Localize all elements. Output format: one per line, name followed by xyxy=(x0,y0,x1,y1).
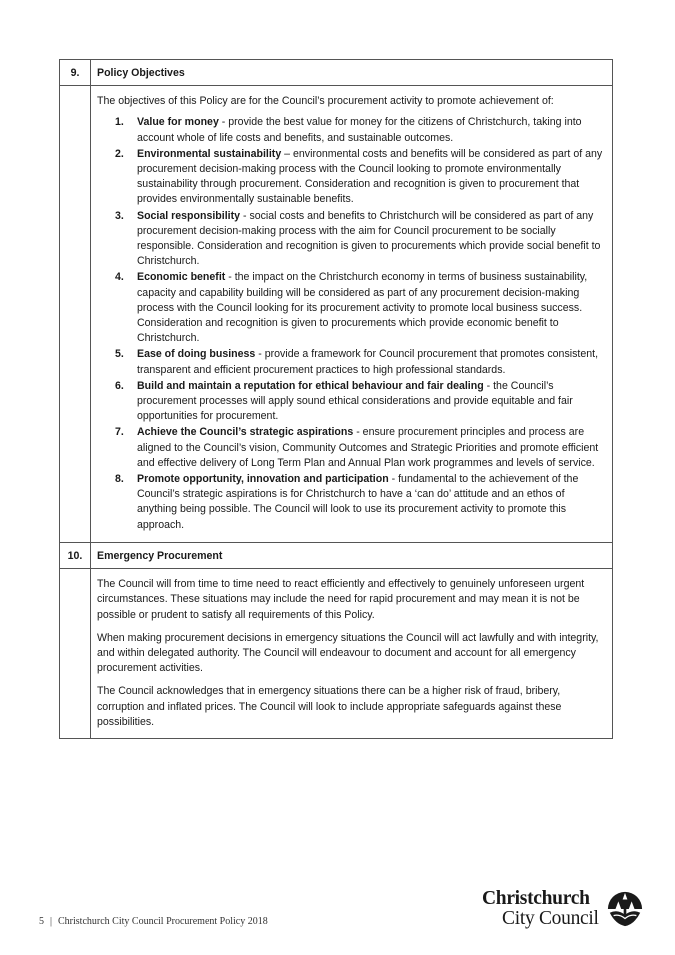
empty-number-cell xyxy=(60,86,91,543)
cathedral-emblem-icon xyxy=(606,890,644,928)
list-item xyxy=(115,270,606,346)
list-item-number: 8. xyxy=(115,473,124,486)
list-item xyxy=(115,147,606,208)
paragraph: When making procurement decisions in emergency situations the Council will act lawfully and with integrity, and within delegated authority. The Council will endeavour to document and account for all emergency procurement activities. xyxy=(97,631,599,675)
list-item-number: 2. xyxy=(115,147,124,160)
list-item-number: 4. xyxy=(115,271,124,284)
list-item xyxy=(115,425,606,471)
list-item-number: 3. xyxy=(115,209,124,222)
list-item xyxy=(115,472,606,533)
section-body xyxy=(91,86,613,543)
list-item-title: Promote opportunity, innovation and participation xyxy=(137,473,389,486)
objectives-list xyxy=(97,115,606,532)
list-item-number: 6. xyxy=(115,379,124,392)
footer-separator: | xyxy=(50,916,53,927)
list-item-title: Value for money xyxy=(137,116,219,129)
paragraph: The Council acknowledges that in emergency situations there can be a higher risk of fraud, bribery, corruption and inflated prices. The Council will look to include appropriate safeguards against these possibilities. xyxy=(97,685,562,728)
page-footer xyxy=(39,916,268,927)
list-item-text: - social costs and benefits to Christchurch will be considered as part of any procurement decision-making process with the aim for Council procurement to be socially responsible. Consideration and recognition is given to procurements which provide social benefit to Christchurch. xyxy=(137,209,601,268)
logo-line-2: City Council xyxy=(502,908,599,929)
section-number: 9. xyxy=(60,60,91,86)
list-item-title: Achieve the Council’s strategic aspirations xyxy=(137,426,354,439)
list-item-number: 5. xyxy=(115,348,124,361)
list-item-title: Environmental sustainability xyxy=(137,147,282,160)
section-title: Emergency Procurement xyxy=(91,542,613,568)
section-intro: The objectives of this Policy are for the Council’s procurement activity to promote achievement of: xyxy=(97,95,554,108)
list-item-text: - the impact on the Christchurch economy in terms of business sustainability, capacity and capability building will be considered as part of any procurement decision-making process with the Council looking for its procurement activity to promote local business success. Consideration and recognition is given to procurements which provide economic benefit to Christchurch. xyxy=(137,271,588,345)
section-9-body-row xyxy=(60,86,613,543)
page-number: 5 xyxy=(39,916,44,927)
section-title: Policy Objectives xyxy=(91,60,613,86)
list-item-text: - the Council’s procurement processes will apply sound ethical considerations and provide equitable and fair opportunities for procurement. xyxy=(137,379,573,423)
list-item-text: - fundamental to the achievement of the Council’s strategic aspirations is for Christchurch to have a ‘can do’ attitude and an ethos of anything being possible. The Council will look to use its procurement activity to promote this approach. xyxy=(137,473,579,531)
list-item-number: 1. xyxy=(115,116,124,129)
list-item-title: Social responsibility xyxy=(137,209,241,222)
list-item-text: – environmental costs and benefits will be considered as part of any procurement decision-making process with the Council looking to promote environmentally sustainability through procurement. Consideration and recognition is given to procurement that provides environmentally sustainable benefits. xyxy=(137,147,603,206)
section-10-body-row xyxy=(60,569,613,739)
list-item-number: 7. xyxy=(115,426,124,439)
list-item-title: Build and maintain a reputation for ethical behaviour and fair dealing xyxy=(137,379,484,392)
logo-line-1: Christchurch xyxy=(482,888,590,909)
list-item xyxy=(115,379,606,425)
list-item-text: - provide a framework for Council procurement that promotes consistent, transparent and efficient procurement practices to high professional standards. xyxy=(137,348,599,376)
paragraph: The Council will from time to time need to react efficiently and effectively to genuinely unforeseen urgent circumstances. These situations may include the need for rapid procurement and may mean it is not be possible or prudent to satisfy all requirements of this Policy. xyxy=(97,578,585,621)
list-item-title: Ease of doing business xyxy=(137,348,256,361)
section-number: 10. xyxy=(60,542,91,568)
section-10-header-row xyxy=(60,542,613,568)
empty-number-cell xyxy=(60,569,91,739)
section-body xyxy=(91,569,613,739)
policy-table xyxy=(59,59,613,739)
list-item-text: - ensure procurement principles and process are aligned to the Council’s vision, Community Outcomes and Strategic Priorities and promote efficient and effective delivery of Long Term Plan and Annual Plan work programmes and levels of service. xyxy=(137,426,599,469)
list-item-text: - provide the best value for money for the citizens of Christchurch, taking into account whole of life costs and benefits, and sustainable outcomes. xyxy=(137,116,582,144)
list-item xyxy=(115,347,606,377)
list-item xyxy=(115,115,606,145)
list-item-title: Economic benefit xyxy=(137,271,226,284)
list-item xyxy=(115,209,606,270)
document-title: Christchurch City Council Procurement Policy 2018 xyxy=(58,916,268,927)
council-logo xyxy=(482,888,647,930)
section-9-header-row xyxy=(60,60,613,86)
